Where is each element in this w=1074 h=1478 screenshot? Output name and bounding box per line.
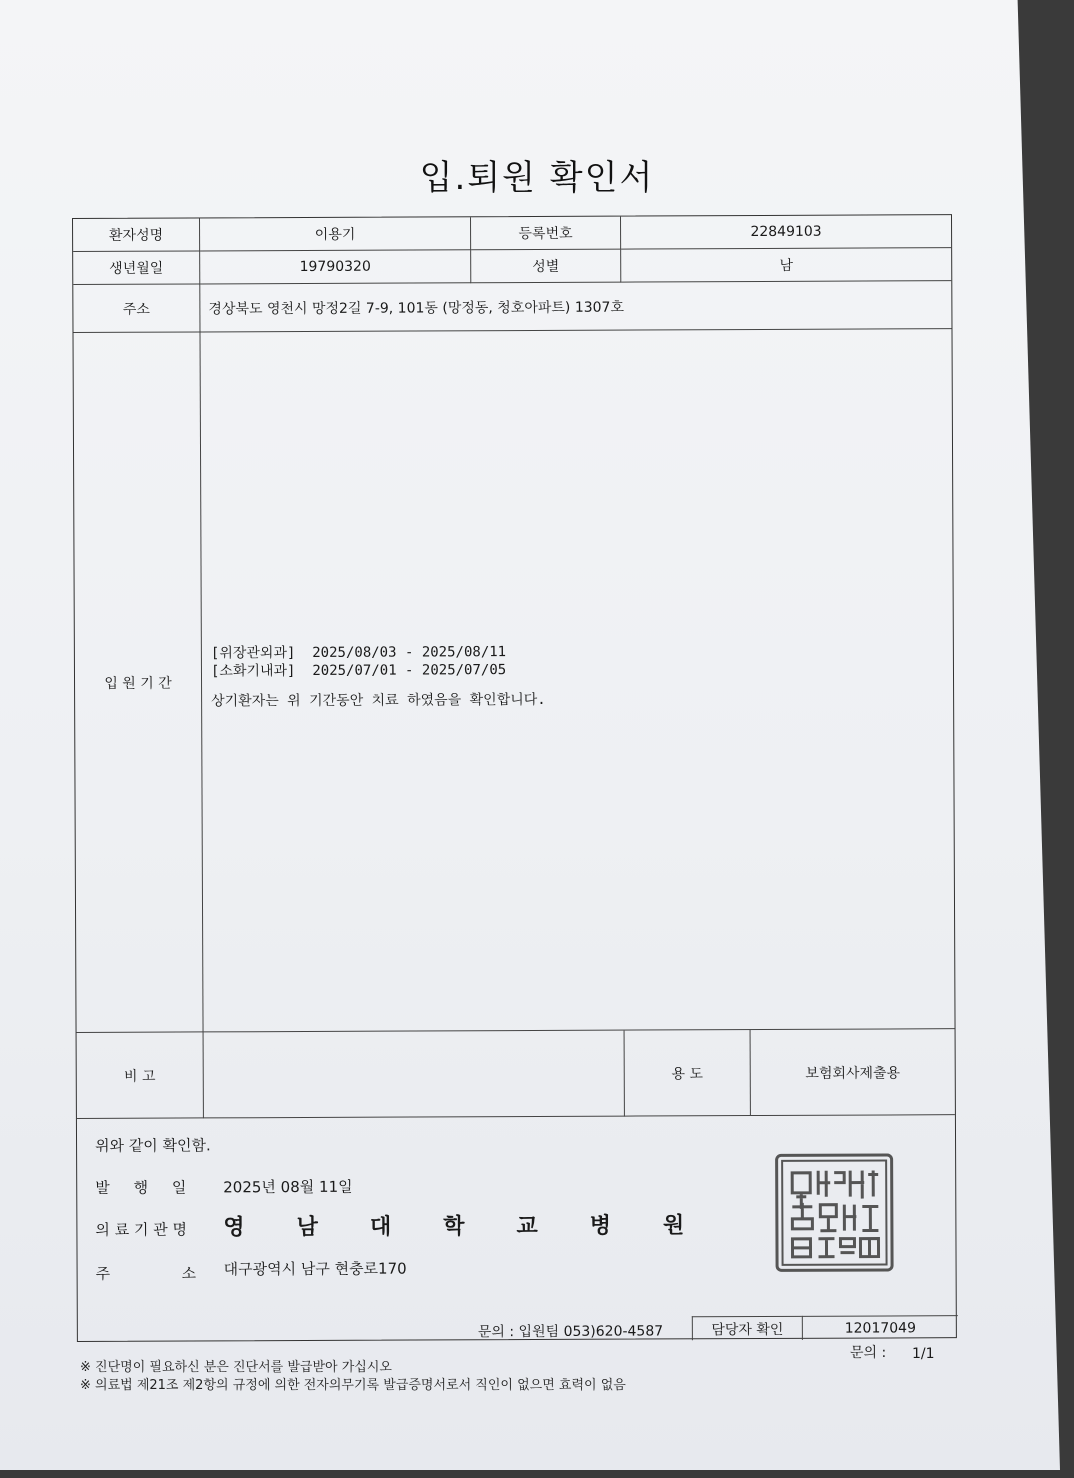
purpose-value: 보험회사제출용 (751, 1029, 955, 1116)
document-title: 입.퇴원 확인서 (419, 158, 655, 198)
patient-name-label: 환자성명 (73, 218, 200, 252)
address-label-issue: 주 소 (95, 1264, 197, 1283)
staff-id: 12017049 (802, 1315, 958, 1340)
admission-label: 입 원 기 간 (74, 332, 204, 1033)
confirmation-form (72, 214, 957, 1342)
sex-value: 남 (621, 248, 951, 282)
page-label: 문의 : (850, 1345, 887, 1361)
issue-date-value: 2025년 08월 11일 (223, 1177, 353, 1197)
staff-confirm-label: 담당자 확인 (692, 1316, 802, 1340)
issue-date-label: 발 행 일 (95, 1178, 187, 1197)
footer-note-2: ※ 의료법 제21조 제2항의 규정에 의한 전자의무기록 발급증명서로서 직인이 없으면 효력이 없음 (80, 1378, 626, 1393)
birth-label: 생년월일 (73, 251, 200, 285)
address-label: 주소 (73, 284, 200, 333)
purpose-label: 용 도 (625, 1030, 751, 1117)
contact-row (78, 1315, 958, 1343)
admission-content (203, 325, 946, 1028)
institution-address: 대구광역시 남구 현충로170 (223, 1259, 407, 1279)
address-value: 경상북도 영천시 망정2길 7-9, 101동 (망정동, 청호아파트) 1307호 (200, 281, 951, 332)
hospital-seal (775, 1153, 894, 1272)
footer-note-1: ※ 진단명이 필요하신 분은 진단서를 발급받아 가십시오 (80, 1360, 392, 1375)
page-number: 1/1 (912, 1346, 935, 1362)
patient-name-value: 이용기 (200, 217, 471, 251)
inquiry-text: 문의 : 입원팀 053)620-4587 (477, 1323, 664, 1341)
admission-confirm-text: 상기환자는 위 기간동안 치료 하였음을 확인합니다. (211, 691, 546, 710)
seal-glyph-icon (778, 1156, 890, 1268)
confirm-statement: 위와 같이 확인함. (95, 1136, 211, 1155)
institution-label: 의 료 기 관 명 (95, 1220, 187, 1239)
reg-no-value: 22849103 (621, 215, 951, 249)
admission-line-2: [소화기내과] 2025/07/01 - 2025/07/05 (210, 662, 507, 680)
sex-label: 성별 (471, 250, 621, 284)
institution-name: 영남대학교병원 (223, 1213, 737, 1241)
remarks-value (204, 1031, 625, 1119)
reg-no-label: 등록번호 (471, 217, 621, 251)
remarks-label: 비 고 (77, 1032, 204, 1119)
birth-value: 19790320 (200, 250, 471, 284)
admission-line-1: [위장관외과] 2025/08/03 - 2025/08/11 (210, 644, 507, 662)
